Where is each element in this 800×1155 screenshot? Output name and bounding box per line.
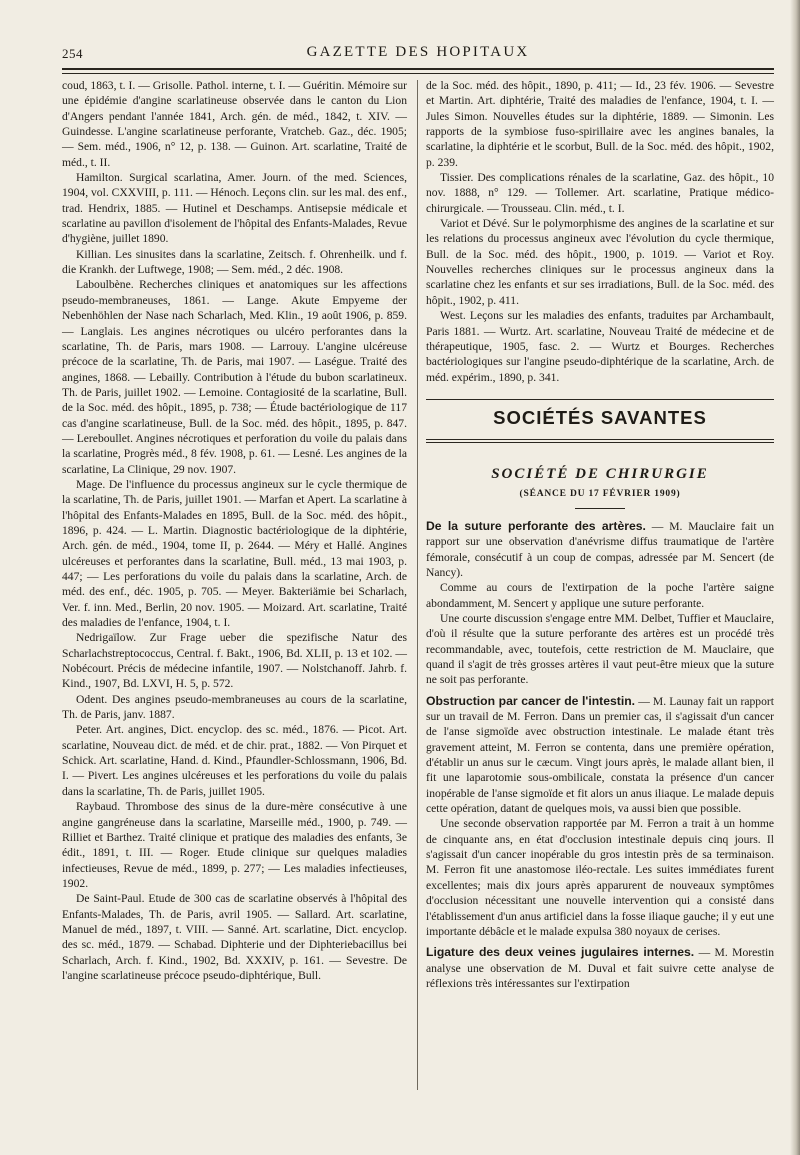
report-item-body: — M. Mauclaire fait un rapport sur une observation d'anévrisme diffus traumatique de l'artère fémorale, consécutif à un coup de compas, adressée par M. Sencert (de Nancy). <box>426 519 774 579</box>
section-title: SOCIÉTÉS SAVANTES <box>493 406 707 428</box>
bibliography-paragraph: Mage. De l'influence du processus angineux sur le cycle thermique de la scarlatine, Th. de Paris, juillet 1901. — Marfan et Apert. La scarlatine à l'hôpital des Enfants-Malades en 1895, Bull. de la Soc. méd. des hôpit., 1896, p. 424. — L. Martin. Diagnostic bactériologique de la diphtérie, Arch. gén. de méd., 1904, tome II, p. 2644. — Méry et Hallé. Angines ulcéreuses et perforantes dans la scarlatine, Bull. méd., 13 mai 1903, p. 447; — Les perforations du voile du palais dans la scarlatine, Arch. de méd. des enf., déc. 1905, p. 705. — Meyer. Bakteriämie bei Scharlach, Ver. f. inn. Med., Berlin, 20 nov. 1905. — Moizard. Art. scarlatine, Traité des maladies de l'enfance, 1904, t. I. <box>62 477 407 630</box>
bibliography-paragraph: de la Soc. méd. des hôpit., 1890, p. 411; — Id., 23 fév. 1906. — Sevestre et Martin. Art. diphtérie, Traité des maladies de l'enfance, 1904, t. I. — Jules Simon. Nouvelles études sur la diphtérie, 1889. — Simonin. Les rapports de la symbiose fuso-spirillaire avec les angines banales, la scarlatine, la diphtérie et le scorbut, Bull. de la Soc. méd. des hôpit., 1902, p. 239. <box>426 79 774 169</box>
bibliography-paragraph: Hamilton. Surgical scarlatina, Amer. Journ. of the med. Sciences, 1904, vol. CXXVIII, p. 111. — Hénoch. Leçons clin. sur les mal. des enf., trad. Hendrix, 1885. — Hutinel et Deschamps. Antisepsie médicale et scarlatine au pavillon d'isolement de l'hôpital des Enfants-Malades, Revue d'hygiène, juillet 1890. <box>62 171 407 246</box>
page-edge-shadow <box>790 0 800 1155</box>
bibliography-paragraph: Odent. Des angines pseudo-membraneuses au cours de la scarlatine, Th. de Paris, janv. 1887. <box>62 692 407 722</box>
page-number: 254 <box>62 46 83 61</box>
header-rule-thick <box>62 68 774 70</box>
report-item <box>426 519 774 580</box>
section-rule-bottom <box>426 439 774 440</box>
section-rule-top <box>426 399 774 400</box>
bibliography-paragraph: West. Leçons sur les maladies des enfants, traduites par Archambault, Paris 1881. — Wurtz. Art. scarlatine, Nouveau Traité de médecine et de thérapeutique, 1905, fasc. 2. — Wurtz et Bourges. Recherches bactériologiques sur l'angine pseudo-diphtérique de la scarlatine, Arch. de méd. expérim., 1890, p. 341. <box>426 309 774 384</box>
report-item-title: Obstruction par cancer de l'intestin. <box>426 693 636 708</box>
bibliography-paragraph: Laboulbène. Recherches cliniques et anatomiques sur les affections pseudo-membraneuses, 1861. — Lange. Akute Empyeme der Nebenhöhlen der Nase nach Scharlach, Med. Klin., 19 août 1906, p. 859. — Langlais. Les angines nécrotiques ou ulcéro perforantes dans la scarlatine, Th. de Paris, mars 1908. — Larrouy. L'angine ulcéreuse précoce de la scarlatine, Th. de Paris, mai 1907. — Laségue. Traité des angines, 1868. — Lebailly. Contribution à l'étude du bubon scarlatineux. Th. de Paris, juillet 1902. — Lemoine. Contagiosité de la scarlatine, Bull. de la Soc. méd. des hôpit., 1895, p. 738; — Étude bactériologique de 117 cas d'angine scarlatineuse, Bull. de la Soc. méd. des hôpit., 1895, p. 847. — Lereboullet. Angines nécrotiques et perforation du voile du palais dans la scarlatine, Progrès méd., 8 fév. 1908, p. 61. — Lesné. Les angines de la scarlatine, La Clinique, 29 nov. 1907. <box>62 278 407 476</box>
report-paragraph: Comme au cours de l'extirpation de la poche l'artère saigne abondamment, M. Sencert y applique une suture perforante. <box>426 581 774 610</box>
left-column <box>62 78 407 983</box>
subsection-title: SOCIÉTÉ DE CHIRURGIE <box>491 466 709 483</box>
section-rule-bottom-double <box>426 442 774 443</box>
bibliography-paragraph: Variot et Dévé. Sur le polymorphisme des angines de la scarlatine et sur les relations du processus angineux avec l'évolution du cycle thermique, Bull. de la Soc. méd. des hôpit., 1900, p. 1019. — Variot et Roy. Nouvelles recherches cliniques sur le processus angineux dans la scarlatine chez les enfants et sur ses irradiations, Bull. de la Soc. méd. des hôpit., 1902, p. 411. <box>426 217 774 307</box>
column-separator <box>417 80 418 1090</box>
bibliography-paragraph: Peter. Art. angines, Dict. encyclop. des sc. méd., 1876. — Picot. Art. scarlatine, Nouveau dict. de méd. et de chir. prat., 1882. — Von Pirquet et Schick. Art. scarlatine, Hand. d. Kind., Pfaundler-Schlossmann, 1906, Bd. I. — Pivert. Les angines ulcéreuses et les perforations du voile du palais dans la scarlatine, Th. de Paris, juillet 1905. <box>62 723 407 798</box>
journal-title: GAZETTE DES HOPITAUX <box>306 44 530 60</box>
seance-date: (SÉANCE DU 17 FÉVRIER 1909) <box>519 488 681 499</box>
report-item-title: De la suture perforante des artères. <box>426 518 646 533</box>
right-column <box>426 78 774 991</box>
bibliography-paragraph: coud, 1863, t. I. — Grisolle. Pathol. interne, t. I. — Guéritin. Mémoire sur une épidémie d'angine scarlatineuse observée dans le canton du Lion d'Angers pendant l'année 1841, Arch. gén. de méd., 1842, t. XIV. — Guindesse. L'angine scarlatineuse perforante, Vratcheb. Gaz., déc. 1905; — Sem. méd., 1906, n° 12, p. 138. — Guinon. Art. scarlatine, Traité de méd., t. II. <box>62 79 407 169</box>
bibliography-paragraph: Tissier. Des complications rénales de la scarlatine, Gaz. des hôpit., 10 nov. 1888, n° 129. — Tollemer. Art. scarlatine, Pratique médico-chirurgicale. — Trousseau. Clin. méd., t. I. <box>426 171 774 215</box>
report-paragraph: Une courte discussion s'engage entre MM. Delbet, Tuffier et Mauclaire, d'où il résulte que la suture perforante des artères est un procédé très recommandable, avec, toutefois, cette restriction de M. Mauclaire, que quand il s'agit de très grosses artères il vaut peut-être mieux que la suture ne soit pas perforante. <box>426 611 774 687</box>
header-rule-thin <box>62 73 774 74</box>
page-header <box>62 44 774 66</box>
bibliography-paragraph: De Saint-Paul. Etude de 300 cas de scarlatine observés à l'hôpital des Enfants-Malades, Th. de Paris, avril 1905. — Sallard. Art. scarlatine, Manuel de méd., 1897, t. VIII. — Sanné. Art. scarlatine, Dict. encyclop. des sc. méd., 1879. — Schabad. Diphterie und der Diphteriebacillus bei Scharlach, Arch. f. Kind., 1902, Bd. XXXIV, p. 161. — Sevestre. De l'angine scarlatineuse précoce pseudo-diphtérique, Bull. <box>62 892 407 982</box>
report-item <box>426 694 774 817</box>
short-divider <box>575 508 625 509</box>
report-item-body: — M. Morestin analyse une observation de M. Duval et fait suivre cette analyse de réflexions très intéressantes sur l'extirpation <box>426 946 775 990</box>
report-item <box>426 945 774 991</box>
bibliography-paragraph: Raybaud. Thrombose des sinus de la dure-mère consécutive à une angine gangréneuse dans la scarlatine, Marseille méd., 1900, p. 749. — Rilliet et Barthez. Traité clinique et pratique des maladies des enfants, 3e édit., 1891, t. III. — Roger. Etude clinique sur quelques maladies infectieuses, Revue de méd., 1899, p. 277; — Les maladies infectieuses, 1902. <box>62 800 407 890</box>
report-item-title: Ligature des deux veines jugulaires internes. <box>426 945 695 960</box>
bibliography-paragraph: Nedrigaïlow. Zur Frage ueber die spezifische Natur des Scharlachstreptococcus, Central. f. Bakt., 1906, Bd. XLII, p. 13 et 102. — Nobécourt. Précis de médecine infantile, 1907. — Nolstchanoff. Jahrb. f. Kind., 1907, Bd. LXVI, H. 5, p. 572. <box>62 631 407 691</box>
report-item-body: — M. Launay fait un rapport sur un travail de M. Ferron. Dans un premier cas, il s'agissait d'un cancer de l'anse sigmoïde avec obstruction intestinale. Le malade étant très gravement atteint, M. Ferron se contenta, dans une première opération, d'établir un anus sur le cæcum. Vingt jours après, le malade allant bien, il fit une laparotomie sous-ombilicale, constata la présence d'un cancer inopérable de l'anse sigmoïde et fit alors un anus iliaque. Le malade depuis cette opération, datant de quelques mois, va aussi bien que possible. <box>426 694 774 816</box>
bibliography-paragraph: Killian. Les sinusites dans la scarlatine, Zeitsch. f. Ohrenheilk. und f. die Krankh. der Luftwege, 1908; — Sem. méd., 2 déc. 1908. <box>62 247 407 277</box>
report-paragraph: Une seconde observation rapportée par M. Ferron a trait à un homme de cinquante ans, en état d'occlusion intestinale depuis cinq jours. Il s'agissait d'un cancer inopérable du gros intestin près de sa terminaison. M. Ferron fit une anastomose iléo-rectale. Les suites immédiates furent excellentes; mais dix jours après apparurent de nouveaux symptômes d'occlusion nécessitant une nouvelle intervention qui a consisté dans l'établissement d'un anus artificiel dans la fosse iliaque gauche; il y eut une importante débâcle et le malade expulsa 380 noyaux de cerises. <box>426 817 774 938</box>
